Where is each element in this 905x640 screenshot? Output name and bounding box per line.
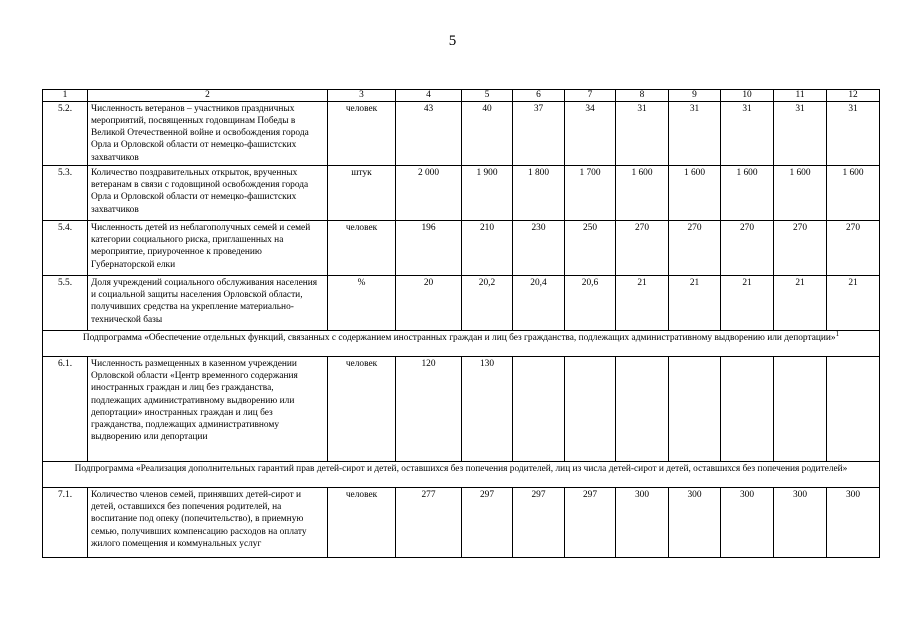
column-header: 7 bbox=[565, 90, 616, 102]
year-value: 1 600 bbox=[616, 165, 669, 220]
table-row bbox=[43, 165, 880, 220]
year-value: 270 bbox=[827, 220, 880, 275]
year-value: 1 600 bbox=[721, 165, 774, 220]
year-value: 40 bbox=[462, 101, 513, 165]
year-value: 250 bbox=[565, 220, 616, 275]
year-value: 31 bbox=[827, 101, 880, 165]
year-value: 21 bbox=[721, 275, 774, 330]
year-value: 297 bbox=[513, 487, 565, 557]
subprogram-heading bbox=[43, 461, 880, 487]
year-value: 1 600 bbox=[827, 165, 880, 220]
year-value: 1 800 bbox=[513, 165, 565, 220]
unit-of-measure: человек bbox=[328, 101, 396, 165]
year-value: 196 bbox=[396, 220, 462, 275]
unit-of-measure: человек bbox=[328, 356, 396, 461]
table-row bbox=[43, 356, 880, 461]
year-value bbox=[827, 356, 880, 461]
unit-of-measure: штук bbox=[328, 165, 396, 220]
subprogram-heading bbox=[43, 330, 880, 356]
unit-of-measure: человек bbox=[328, 487, 396, 557]
subprogram-heading-row bbox=[43, 330, 880, 356]
table-row bbox=[43, 220, 880, 275]
subprogram-title: Подпрограмма «Реализация дополнительных гарантий прав детей-сирот и детей, оставшихся без попечения родителей, лиц из числа детей-сирот и детей, оставшихся без попечения родителей» bbox=[74, 463, 848, 474]
year-value bbox=[669, 356, 721, 461]
year-value: 130 bbox=[462, 356, 513, 461]
column-header: 1 bbox=[43, 90, 88, 102]
year-value: 270 bbox=[721, 220, 774, 275]
column-header: 9 bbox=[669, 90, 721, 102]
year-value: 21 bbox=[827, 275, 880, 330]
row-number: 5.5. bbox=[43, 275, 88, 330]
year-value: 34 bbox=[565, 101, 616, 165]
table-header-row bbox=[43, 90, 880, 102]
year-value bbox=[565, 356, 616, 461]
year-value: 2 000 bbox=[396, 165, 462, 220]
column-header: 12 bbox=[827, 90, 880, 102]
unit-of-measure: человек bbox=[328, 220, 396, 275]
year-value: 210 bbox=[462, 220, 513, 275]
year-value: 120 bbox=[396, 356, 462, 461]
column-header: 3 bbox=[328, 90, 396, 102]
year-value: 1 900 bbox=[462, 165, 513, 220]
year-value: 20 bbox=[396, 275, 462, 330]
table-row bbox=[43, 275, 880, 330]
year-value: 270 bbox=[774, 220, 827, 275]
year-value: 31 bbox=[721, 101, 774, 165]
year-value: 31 bbox=[669, 101, 721, 165]
indicator-name: Численность ветеранов – участников праздничных мероприятий, посвященных годовщинам Победы в Великой Отечественной войне и освобождения города Орла и Орловской области от немецко-фашистских захватчиков bbox=[88, 101, 328, 165]
year-value: 300 bbox=[669, 487, 721, 557]
footnote-marker: 1 bbox=[835, 330, 840, 338]
year-value: 300 bbox=[774, 487, 827, 557]
year-value bbox=[774, 356, 827, 461]
year-value: 21 bbox=[774, 275, 827, 330]
column-header: 2 bbox=[88, 90, 328, 102]
column-header: 10 bbox=[721, 90, 774, 102]
year-value: 1 600 bbox=[774, 165, 827, 220]
row-number: 6.1. bbox=[43, 356, 88, 461]
indicators-table bbox=[42, 89, 880, 558]
subprogram-title: Подпрограмма «Обеспечение отдельных функций, связанных с содержанием иностранных граждан и лиц без гражданства, подлежащих административному выдворению или депортации» bbox=[82, 332, 836, 343]
year-value: 1 600 bbox=[669, 165, 721, 220]
year-value: 20,4 bbox=[513, 275, 565, 330]
year-value: 31 bbox=[616, 101, 669, 165]
column-header: 5 bbox=[462, 90, 513, 102]
year-value: 300 bbox=[721, 487, 774, 557]
year-value: 1 700 bbox=[565, 165, 616, 220]
row-number: 5.4. bbox=[43, 220, 88, 275]
year-value: 297 bbox=[462, 487, 513, 557]
column-header: 8 bbox=[616, 90, 669, 102]
year-value: 20,6 bbox=[565, 275, 616, 330]
year-value: 300 bbox=[616, 487, 669, 557]
row-number: 5.2. bbox=[43, 101, 88, 165]
year-value bbox=[513, 356, 565, 461]
page-number: 5 bbox=[448, 33, 457, 49]
year-value: 20,2 bbox=[462, 275, 513, 330]
year-value: 37 bbox=[513, 101, 565, 165]
row-number: 7.1. bbox=[43, 487, 88, 557]
indicator-name: Количество членов семей, принявших детей-сирот и детей, оставшихся без попечения родителей, на воспитание под опеку (попечительство), в приемную семью, получивших компенсацию расходов на оплату жилого помещения и коммунальных услуг bbox=[88, 487, 328, 557]
year-value: 21 bbox=[669, 275, 721, 330]
column-header: 6 bbox=[513, 90, 565, 102]
indicator-name: Количество поздравительных открыток, врученных ветеранам в связи с годовщиной освобождения города Орла и Орловской области от немецко-фашистских захватчиков bbox=[88, 165, 328, 220]
indicator-name: Доля учреждений социального обслуживания населения и социальной защиты населения Орловской области, получивших средства на укрепление материально-технической базы bbox=[88, 275, 328, 330]
year-value: 21 bbox=[616, 275, 669, 330]
indicator-name: Численность размещенных в казенном учреждении Орловской области «Центр временного содержания иностранных граждан и лиц без гражданства, подлежащих административному выдворению или депортации» иностранных граждан и лиц без гражданства, подлежащих административному выдворению или депортации bbox=[88, 356, 328, 461]
table-row bbox=[43, 101, 880, 165]
column-header: 11 bbox=[774, 90, 827, 102]
year-value: 270 bbox=[616, 220, 669, 275]
column-header: 4 bbox=[396, 90, 462, 102]
row-number: 5.3. bbox=[43, 165, 88, 220]
year-value: 43 bbox=[396, 101, 462, 165]
year-value bbox=[616, 356, 669, 461]
year-value: 270 bbox=[669, 220, 721, 275]
subprogram-heading-row bbox=[43, 461, 880, 487]
year-value: 297 bbox=[565, 487, 616, 557]
year-value: 277 bbox=[396, 487, 462, 557]
indicator-name: Численность детей из неблагополучных семей и семей категории социального риска, приглашенных на мероприятие, приуроченное к проведению Губернаторской елки bbox=[88, 220, 328, 275]
year-value: 31 bbox=[774, 101, 827, 165]
year-value: 300 bbox=[827, 487, 880, 557]
table-row bbox=[43, 487, 880, 557]
year-value: 230 bbox=[513, 220, 565, 275]
unit-of-measure: % bbox=[328, 275, 396, 330]
year-value bbox=[721, 356, 774, 461]
